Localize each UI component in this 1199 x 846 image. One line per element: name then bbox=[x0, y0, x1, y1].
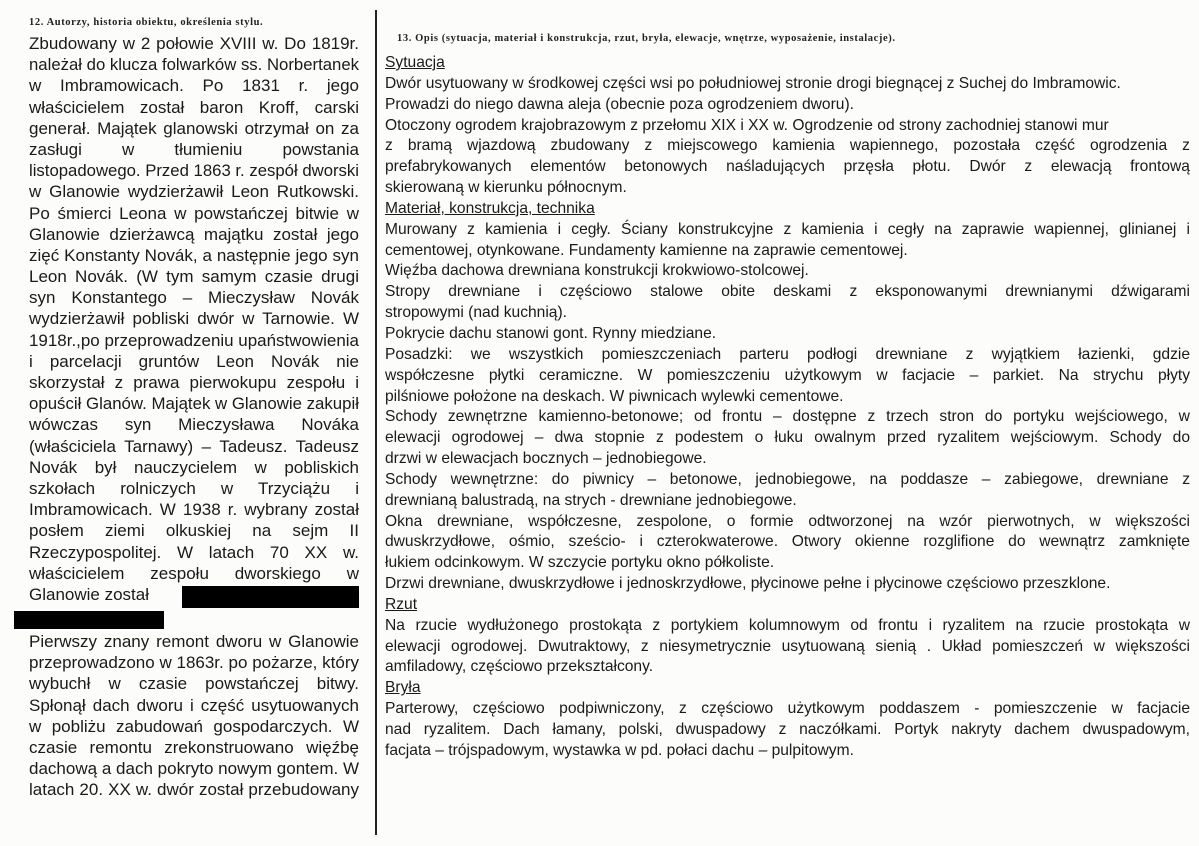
text-line-text: skorzystał z prawa pierwokupu zespołu i bbox=[29, 373, 360, 392]
text-line-text: wybuchł w czasie powstańczej bitwy. bbox=[29, 674, 359, 694]
text-line-text: elewacji ogrodowej – dwa stopnie z podestem o łuku owalnym przed ryzalitem wejściowym. Schody do bbox=[385, 429, 1191, 447]
text-line bbox=[385, 303, 1190, 324]
text-line bbox=[385, 741, 1190, 762]
text-line bbox=[29, 287, 359, 308]
text-line-text: cementowej, otynkowane. Fundamenty kamienne na zaprawie cementowej. bbox=[385, 241, 908, 259]
text-line bbox=[29, 330, 359, 351]
text-line-text: Murowany z kamienia i cegły. Ściany konstrukcyjne z kamienia i cegły na zaprawie wapiennej, glinianej i bbox=[385, 220, 1190, 238]
text-line bbox=[385, 241, 1190, 262]
text-line bbox=[385, 553, 1190, 574]
text-line bbox=[29, 499, 359, 520]
text-line bbox=[29, 716, 359, 737]
text-line-text: amfiladowy, częściowo przekształcony. bbox=[385, 658, 654, 676]
text-line-text: Imbramowicach. W 1938 r. wybrany został bbox=[29, 500, 359, 520]
text-line-text: Pokrycie dachu stanowi gont. Rynny miedziane. bbox=[385, 324, 717, 342]
text-line bbox=[385, 449, 1190, 470]
text-line-text: listopadowego. Przed 1863 r. zespół dworski bbox=[29, 161, 360, 181]
text-line bbox=[385, 699, 1190, 720]
text-line-text: generał. Majątek glanowski otrzymał on za bbox=[29, 118, 359, 138]
text-line-text: syn Konstantego – Mieczysław Novák bbox=[29, 288, 359, 308]
text-line bbox=[29, 414, 359, 435]
section-12-header: 12. Autorzy, historia obiektu, określenia stylu. bbox=[29, 17, 264, 28]
text-line bbox=[29, 393, 359, 414]
text-line-text: Po śmierci Leona w powstańczej bitwie w bbox=[29, 203, 359, 223]
text-line-text: skierowaną w kierunku północnym. bbox=[385, 179, 627, 197]
text-line-text: Schody zewnętrzne kamienno-betonowe; od frontu – dostępne z trzech stron do portyku wejściowego, w bbox=[385, 408, 1190, 426]
section-heading-text: Materiał, konstrukcja, technika bbox=[385, 199, 595, 217]
text-line bbox=[385, 261, 1190, 282]
text-line-text: dwuskrzydłowe, ośmio, sześcio- i czterokwaterowe. Otwory okienne rozglifione do wewnątrz zamknięte bbox=[385, 533, 1190, 551]
text-line-text: drzwi w elewacjach bocznych – jednobiegowe. bbox=[385, 450, 707, 468]
text-line bbox=[385, 220, 1190, 241]
text-line bbox=[29, 308, 359, 329]
text-line bbox=[29, 203, 359, 224]
redaction-bar bbox=[14, 611, 164, 629]
text-line-text: facjata – trójspadowym, wystawka w pd. połaci dachu – pulpitowym. bbox=[385, 741, 854, 759]
description-text bbox=[385, 53, 1190, 762]
text-line bbox=[29, 97, 359, 118]
text-line-text: Prowadzi do niego dawna aleja (obecnie poza ogrodzeniem dworu). bbox=[385, 95, 854, 113]
text-line-text: wówczas syn Mieczysława Nováka bbox=[29, 415, 360, 435]
text-line bbox=[385, 407, 1190, 428]
text-line bbox=[29, 779, 359, 800]
text-line bbox=[29, 75, 359, 96]
section-heading-text: Rzut bbox=[385, 595, 418, 613]
text-line bbox=[385, 178, 1190, 199]
text-line-text: stropowymi (nad kuchnią). bbox=[385, 304, 568, 322]
text-line bbox=[29, 245, 359, 266]
text-line-text: Glanowie dzierżawcą majątku został jego bbox=[29, 224, 359, 244]
section-heading bbox=[385, 595, 1190, 616]
redaction-bar bbox=[182, 586, 359, 608]
text-line-text: przeprowadzono w 1863r. po pożarze, który bbox=[29, 653, 359, 673]
text-line bbox=[385, 574, 1190, 595]
text-line bbox=[29, 372, 359, 393]
section-heading-text: Sytuacja bbox=[385, 54, 445, 71]
text-line-text: (właściciela Tarnawy) – Tadeusz. Tadeusz bbox=[29, 436, 359, 456]
text-line bbox=[385, 616, 1190, 637]
text-line bbox=[29, 520, 359, 541]
text-line-text: Więźba dachowa drewniana konstrukcji krokwiowo-stolcowej. bbox=[385, 262, 809, 280]
text-line-text: Posadzki: we wszystkich pomieszczeniach parteru podłogi drewniane z wyjątkiem łazienki, gdzie bbox=[385, 345, 1191, 363]
text-line bbox=[385, 637, 1190, 658]
text-line-text: Rzeczypospolitej. W latach 70 XX w. bbox=[29, 542, 360, 562]
text-line bbox=[29, 118, 359, 139]
text-line bbox=[385, 366, 1190, 387]
text-line bbox=[29, 54, 359, 75]
text-line bbox=[29, 181, 359, 202]
text-line-text: nad ryzalitem. Dach łamany, polski, dwuspadowy z naczółkami. Portyk nakryty dachem dwuspadowym, bbox=[385, 721, 1190, 738]
text-line bbox=[385, 95, 1190, 116]
text-line bbox=[385, 74, 1190, 95]
text-line-text: posłem ziemi olkuskiej na sejm II bbox=[29, 521, 359, 541]
text-line-text: należał do klucza folwarków ss. Norbertanek bbox=[29, 55, 360, 75]
text-line-text: prefabrykowanych elementów betonowych naśladujących przęsła płotu. Dwór z elewacją frontową bbox=[385, 158, 1190, 176]
renovation-text bbox=[29, 631, 359, 801]
text-line bbox=[385, 136, 1190, 157]
text-line-text: drewnianą balustradą, na strych - drewniane jednobiegowe. bbox=[385, 491, 797, 509]
text-line-text: Schody wewnętrzne: do piwnicy – betonowe, jednobiegowe, na poddasze – zabiegowe, drewniane z bbox=[385, 470, 1190, 488]
text-line-text: i parcelacji gruntów Leon Novák nie bbox=[29, 351, 359, 371]
history-text bbox=[29, 33, 359, 605]
text-line-text: pilśniowe położone na deskach. W piwnicach wylewki cementowe. bbox=[385, 387, 844, 405]
text-line bbox=[385, 116, 1190, 137]
text-line bbox=[29, 139, 359, 160]
text-line-text: właścicielem został baron Kroff, carski bbox=[29, 97, 359, 117]
text-line bbox=[29, 737, 359, 758]
text-line-text: dachową a dach pokryto nowym gontem. W bbox=[29, 759, 360, 779]
text-line-text: opuścił Glanów. Majątek w Glanowie zakupił bbox=[29, 394, 359, 414]
column-divider bbox=[375, 10, 377, 835]
section-heading-text: Bryła bbox=[385, 679, 421, 697]
text-line bbox=[385, 157, 1190, 178]
text-line bbox=[29, 351, 359, 372]
text-line bbox=[29, 224, 359, 245]
text-line-text: Zbudowany w 2 połowie XVIII w. Do 1819r. bbox=[29, 34, 360, 53]
text-line-text: Stropy drewniane i częściowo stalowe obite deskami z eksponowanymi drewnianymi dźwigarami bbox=[385, 283, 1190, 301]
text-line bbox=[29, 542, 359, 563]
text-line bbox=[385, 324, 1190, 345]
text-line-text: wydzierżawił pobliski dwór w Tarnowie. W bbox=[29, 309, 359, 329]
text-line-text: Pierwszy znany remont dworu w Glanowie bbox=[29, 632, 359, 651]
text-line-text: zięć Konstanty Novák, a następnie jego syn bbox=[29, 245, 360, 265]
text-line-text: elewacji ogrodowej. Dwutraktowy, z niesymetrycznie usytuowaną sienią . Układ pomieszczeń w większości bbox=[385, 637, 1191, 655]
text-line bbox=[29, 673, 359, 694]
section-13-header: 13. Opis (sytuacja, materiał i konstrukcja, rzut, bryła, elewacje, wnętrze, wyposażenie, instalacje). bbox=[397, 33, 896, 44]
text-line-text: współczesne płytki ceramiczne. W pomieszczeniu użytkowym w facjacie – parkiet. Na strychu płyty bbox=[385, 366, 1191, 384]
text-line-text: łukiem odcinkowym. W szczycie portyku okno półkoliste. bbox=[385, 554, 775, 572]
text-line-text: Spłonął dach dworu i część usytuowanych bbox=[29, 695, 360, 715]
text-line-text: Okna drewniane, współczesne, zespolone, o formie odtworzonej na wzór pierwotnych, w większości bbox=[385, 512, 1190, 530]
text-line-text: Na rzucie wydłużonego prostokąta z portykiem kolumnowym od frontu i ryzalitem na rzucie prostokąta w bbox=[385, 616, 1191, 634]
text-line-text: Parterowy, częściowo podpiwniczony, z częściowo użytkowym poddaszem - pomieszczenie w facjacie bbox=[385, 700, 1191, 718]
text-line-text: w pobliżu zabudowań gospodarczych. W bbox=[29, 716, 359, 736]
text-line bbox=[385, 387, 1190, 408]
text-line bbox=[29, 695, 359, 716]
text-line bbox=[385, 657, 1190, 678]
text-line-text: Novák był nauczycielem w pobliskich bbox=[29, 457, 360, 477]
text-line bbox=[385, 282, 1190, 303]
text-line-text: 1918r.,po przeprowadzeniu upaństwowienia bbox=[29, 330, 359, 350]
text-line bbox=[29, 33, 359, 54]
text-line bbox=[29, 563, 359, 584]
text-line-text: Drzwi drewniane, dwuskrzydłowe i jednoskrzydłowe, płycinowe pełne i płycinowe częściowo przeszklone. bbox=[385, 575, 1111, 593]
text-line bbox=[385, 720, 1190, 741]
text-line-text: Otoczony ogrodem krajobrazowym z przełomu XIX i XX w. Ogrodzenie od strony zachodniej stanowi mur bbox=[385, 116, 1109, 134]
section-heading bbox=[385, 53, 1190, 74]
section-heading bbox=[385, 678, 1190, 699]
text-line bbox=[29, 758, 359, 779]
text-line bbox=[29, 160, 359, 181]
text-line bbox=[385, 532, 1190, 553]
text-line-text: Dwór usytuowany w środkowej części wsi po południowej stronie drogi biegnącej z Suchej do Imbramowic. bbox=[385, 74, 1121, 92]
text-line-text: w Imbramowicach. Po 1831 r. jego bbox=[29, 76, 359, 96]
text-line bbox=[29, 457, 359, 478]
text-line-text: Leon Novák. (W tym samym czasie drugi bbox=[29, 267, 359, 287]
text-line bbox=[29, 436, 359, 457]
text-line-text: szkołach rolniczych w Trzyciążu i bbox=[29, 478, 359, 498]
text-line bbox=[29, 266, 359, 287]
section-heading bbox=[385, 199, 1190, 220]
text-line bbox=[385, 512, 1190, 533]
text-line bbox=[385, 470, 1190, 491]
text-line bbox=[385, 345, 1190, 366]
text-line bbox=[29, 631, 359, 652]
text-line bbox=[385, 491, 1190, 512]
text-line bbox=[385, 428, 1190, 449]
text-line-text: czasie remontu zrekonstruowano więźbę bbox=[29, 737, 359, 757]
text-line-text: Glanowie został bbox=[29, 584, 150, 604]
text-line-text: zasługi w tłumieniu powstania bbox=[29, 139, 359, 159]
text-line-text: w Glanowie wydzierżawił Leon Rutkowski. bbox=[29, 182, 359, 202]
text-line bbox=[29, 478, 359, 499]
text-line-text: z bramą wjazdową zbudowany z miejscowego kamienia wapiennego, pozostała część ogrodzenia z bbox=[385, 137, 1190, 155]
text-line-text: właścicielem zespołu dworskiego w bbox=[29, 563, 359, 583]
text-line bbox=[29, 652, 359, 673]
text-line-text: latach 20. XX w. dwór został przebudowany bbox=[29, 780, 360, 800]
